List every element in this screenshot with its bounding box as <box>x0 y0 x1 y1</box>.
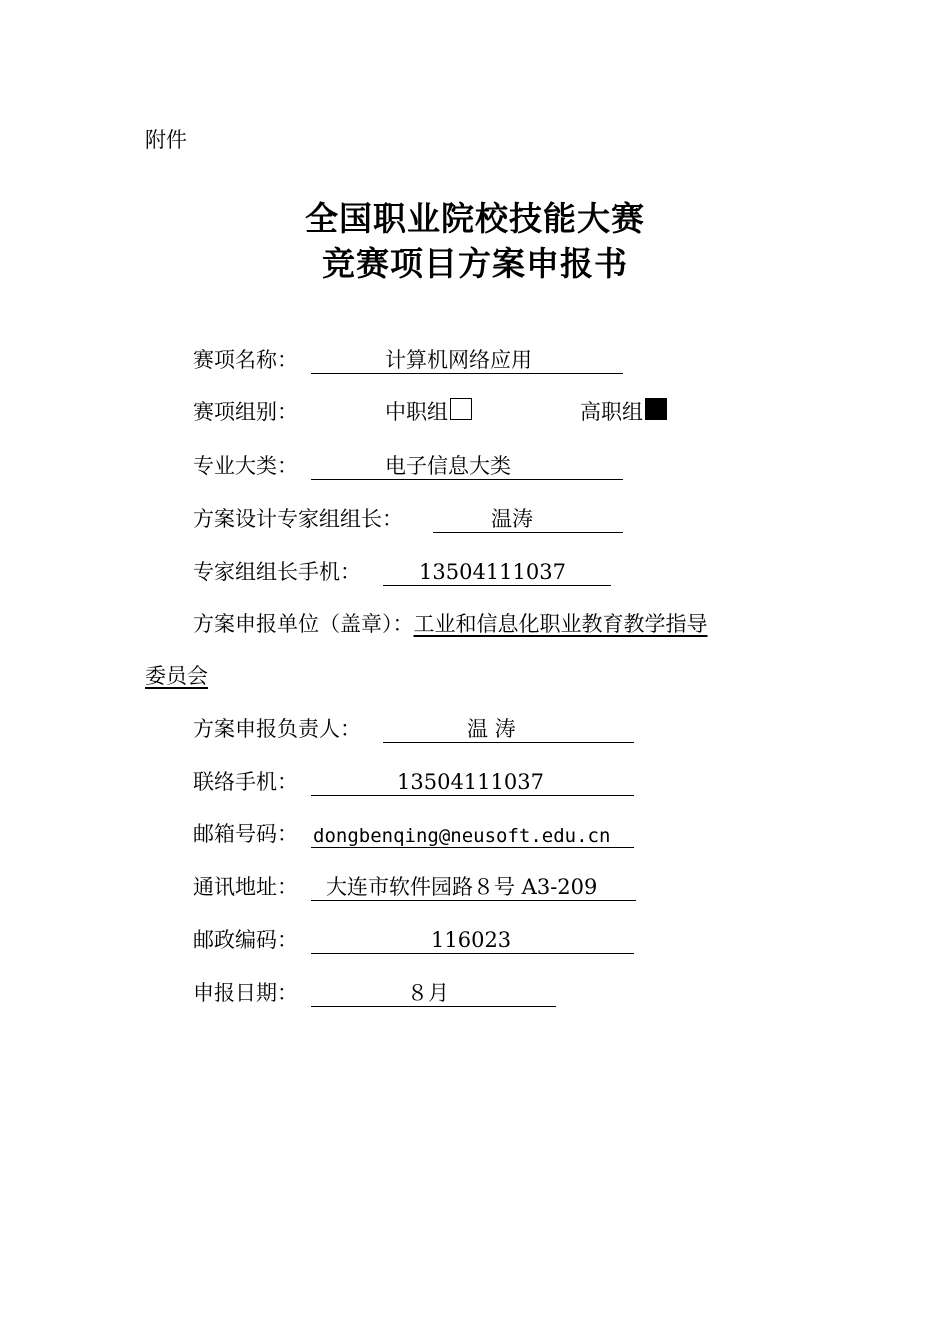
date-label: 申报日期： <box>193 981 298 1005</box>
address-row <box>193 873 653 901</box>
title-line-2: 竞赛项目方案申报书 <box>322 244 628 283</box>
responsible-label: 方案申报负责人： <box>193 717 361 741</box>
postcode-label: 邮政编码： <box>193 928 298 952</box>
title-line-1: 全国职业院校技能大赛 <box>305 199 645 238</box>
contact-phone-field <box>311 768 634 796</box>
attachment-label: 附件 <box>145 128 187 152</box>
event-name-row <box>193 346 633 374</box>
expert-leader-value: 温涛 <box>491 507 533 531</box>
date-value: ８月 <box>407 981 449 1005</box>
unit-value-line-2: 委员会 <box>145 664 208 688</box>
leader-phone-label: 专家组组长手机： <box>193 560 361 584</box>
unit-value-line-1: 工业和信息化职业教育教学指导 <box>413 612 708 636</box>
secondary-group-checkbox[interactable] <box>450 398 472 420</box>
date-field <box>311 979 556 1007</box>
expert-leader-row <box>193 505 633 533</box>
event-name-label: 赛项名称： <box>193 348 298 372</box>
leader-phone-row <box>193 558 633 586</box>
contact-phone-label: 联络手机： <box>193 770 298 794</box>
address-field <box>311 873 636 901</box>
address-value: 大连市软件园路８号 A3-209 <box>326 875 598 899</box>
responsible-value: 温 涛 <box>467 717 516 741</box>
leader-phone-field <box>383 558 611 586</box>
postcode-value: 116023 <box>431 928 512 952</box>
responsible-field <box>383 715 634 743</box>
event-group-row <box>193 398 713 426</box>
contact-phone-row <box>193 768 653 796</box>
address-label: 通讯地址： <box>193 875 298 899</box>
email-row <box>193 820 653 848</box>
contact-phone-value: 13504111037 <box>397 770 544 794</box>
expert-leader-field <box>433 505 623 533</box>
major-category-label: 专业大类： <box>193 454 298 478</box>
postcode-row <box>193 926 653 954</box>
event-name-value: 计算机网络应用 <box>385 348 532 372</box>
major-category-row <box>193 452 633 480</box>
expert-leader-label: 方案设计专家组组长： <box>193 507 403 531</box>
higher-group-label: 高职组 <box>580 400 643 424</box>
event-group-label: 赛项组别： <box>193 400 298 424</box>
responsible-row <box>193 715 653 743</box>
secondary-group-option <box>385 398 472 426</box>
secondary-group-label: 中职组 <box>385 400 448 424</box>
event-name-field <box>311 346 623 374</box>
email-label: 邮箱号码： <box>193 822 298 846</box>
leader-phone-value: 13504111037 <box>419 560 566 584</box>
major-category-field <box>311 452 623 480</box>
higher-group-option <box>580 398 667 426</box>
major-category-value: 电子信息大类 <box>385 454 511 478</box>
unit-row <box>193 610 833 638</box>
postcode-field <box>311 926 634 954</box>
date-row <box>193 979 573 1007</box>
email-value: dongbenqing@neusoft.edu.cn <box>313 825 611 847</box>
higher-group-checkbox[interactable] <box>645 398 667 420</box>
unit-label: 方案申报单位（盖章）： <box>193 612 414 636</box>
email-field <box>311 820 634 848</box>
